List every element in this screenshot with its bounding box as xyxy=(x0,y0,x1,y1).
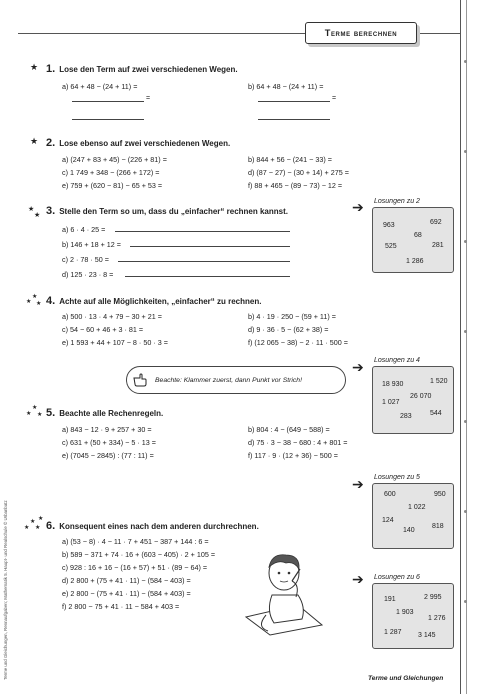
task-5-item-f: f) 117 · 9 · (12 + 36) − 500 = xyxy=(248,451,338,460)
solution-value: 2 995 xyxy=(424,594,442,601)
answer-line[interactable] xyxy=(125,276,290,277)
task-2-item-b: b) 844 + 56 − (241 − 33) = xyxy=(248,155,332,164)
solution-value: 191 xyxy=(384,596,396,603)
solution-value: 26 070 xyxy=(410,393,432,400)
task-6-item-a: a) (53 − 8) · 4 − 11 · 7 + 451 − 387 + 144 : 6 = xyxy=(62,537,209,546)
difficulty-star-icon: ★ xyxy=(37,412,43,418)
difficulty-star-icon: ★ xyxy=(24,525,30,531)
task-2-title: 2. Lose ebenso auf zwei verschiedenen Wegen. xyxy=(46,137,231,149)
pointing-hand-icon xyxy=(132,372,148,388)
solution-value: 140 xyxy=(403,527,415,534)
page-title: Terme berechnen xyxy=(305,22,417,44)
footer-text: Terme und Gleichungen xyxy=(368,675,444,682)
task-3-item-a: a) 6 · 4 · 25 = xyxy=(62,225,106,234)
arrow-right-icon: ➔ xyxy=(352,199,364,215)
answer-line[interactable] xyxy=(130,246,290,247)
margin-dot xyxy=(464,420,467,423)
task-6-item-b: b) 589 − 371 + 74 · 16 + (603 − 405) · 2 + 105 = xyxy=(62,550,216,559)
task-6-item-e: e) 2 800 − (75 + 41 · 11) − (584 + 403) = xyxy=(62,589,191,598)
arrow-right-icon: ➔ xyxy=(352,571,364,587)
solutions-label-5: Losungen zu 5 xyxy=(374,474,420,481)
task-2-item-d: d) (87 − 27) − (30 + 14) + 275 = xyxy=(248,168,349,177)
answer-line[interactable] xyxy=(258,101,330,102)
difficulty-star-icon: ★ xyxy=(32,294,38,300)
solution-value: 124 xyxy=(382,517,394,524)
thinking-boy-illustration xyxy=(236,545,328,637)
task-6-item-f: f) 2 800 − 75 + 41 · 11 − 584 + 403 = xyxy=(62,602,180,611)
solution-value: 692 xyxy=(430,219,442,226)
task-5-item-b: b) 804 : 4 − (649 − 588) = xyxy=(248,425,330,434)
difficulty-star-icon: ★ xyxy=(28,206,35,213)
solution-value: 1 027 xyxy=(382,399,400,406)
solution-value: 544 xyxy=(430,410,442,417)
equals-sign: = xyxy=(332,95,337,102)
task-2-item-c: c) 1 749 + 348 − (266 + 172) = xyxy=(62,168,160,177)
task-3-item-b: b) 146 + 18 + 12 = xyxy=(62,240,121,249)
hint-bubble xyxy=(126,366,346,394)
task-5-item-d: d) 75 · 3 − 38 − 680 : 4 + 801 = xyxy=(248,438,348,447)
solution-value: 950 xyxy=(434,491,446,498)
frame-right-line xyxy=(460,0,461,694)
solution-value: 281 xyxy=(432,242,444,249)
solution-value: 963 xyxy=(383,222,395,229)
margin-dot xyxy=(464,240,467,243)
answer-line[interactable] xyxy=(118,261,290,262)
solution-value: 1 287 xyxy=(384,629,402,636)
answer-line[interactable] xyxy=(258,119,330,120)
task-4-item-d: d) 9 · 36 · 5 − (62 + 38) = xyxy=(248,325,329,334)
task-6-title: 6. Konsequent eines nach dem anderen durchrechnen. xyxy=(46,520,259,532)
task-2-item-f: f) 88 + 465 − (89 − 73) − 12 = xyxy=(248,181,343,190)
task-3-item-d: d) 125 · 23 · 8 = xyxy=(62,270,114,279)
solution-value: 1 022 xyxy=(408,504,426,511)
answer-line[interactable] xyxy=(72,119,144,120)
task-5-item-a: a) 843 − 12 · 9 + 257 + 30 = xyxy=(62,425,152,434)
solution-value: 18 930 xyxy=(382,381,404,388)
solution-value: 1 286 xyxy=(406,258,424,265)
solution-value: 600 xyxy=(384,491,396,498)
difficulty-star-icon: ★ xyxy=(26,299,32,305)
equals-sign: = xyxy=(146,95,151,102)
task-2-item-a: a) (247 + 83 + 45) − (226 + 81) = xyxy=(62,155,167,164)
margin-dot xyxy=(464,330,467,333)
hint-text: Beachte: Klammer zuerst, dann Punkt vor Strich! xyxy=(155,376,302,384)
solutions-label-6: Losungen zu 6 xyxy=(374,574,420,581)
task-4-item-e: e) 1 593 + 44 + 107 − 8 · 50 · 3 = xyxy=(62,338,168,347)
task-2-item-e: e) 759 + (620 − 81) − 65 + 53 = xyxy=(62,181,163,190)
task-5-item-c: c) 631 + (50 + 334) − 5 · 13 = xyxy=(62,438,156,447)
task-4-item-f: f) (12 065 − 38) − 2 · 11 · 500 = xyxy=(248,338,348,347)
difficulty-star-icon: ★ xyxy=(35,525,41,531)
task-1-item-a: a) 64 + 48 − (24 + 11) = xyxy=(62,82,138,91)
solution-value: 283 xyxy=(400,413,412,420)
solutions-label-4: Losungen zu 4 xyxy=(374,357,420,364)
difficulty-star-icon: ★ xyxy=(30,136,39,146)
difficulty-star-icon: ★ xyxy=(26,411,32,417)
answer-line[interactable] xyxy=(72,101,144,102)
solution-value: 3 145 xyxy=(418,632,436,639)
difficulty-star-icon: ★ xyxy=(38,516,44,522)
margin-dot xyxy=(464,600,467,603)
answer-line[interactable] xyxy=(115,231,290,232)
task-5-title: 5. Beachte alle Rechenregeln. xyxy=(46,407,164,419)
margin-dot xyxy=(464,60,467,63)
task-3-title: 3. Stelle den Term so um, dass du „einfacher“ rechnen kannst. xyxy=(46,205,288,217)
arrow-right-icon: ➔ xyxy=(352,476,364,492)
task-4-item-b: b) 4 · 19 · 250 − (59 + 11) = xyxy=(248,312,336,321)
difficulty-star-icon: ★ xyxy=(30,62,39,72)
task-4-item-c: c) 54 − 60 + 46 + 3 · 81 = xyxy=(62,325,144,334)
solution-value: 1 520 xyxy=(430,378,448,385)
frame-right-line-inner xyxy=(466,0,467,694)
margin-dot xyxy=(464,150,467,153)
solution-value: 818 xyxy=(432,523,444,530)
margin-dot xyxy=(464,510,467,513)
task-1-item-b: b) 64 + 48 − (24 + 11) = xyxy=(248,82,324,91)
solutions-label-2: Losungen zu 2 xyxy=(374,198,420,205)
difficulty-star-icon: ★ xyxy=(36,301,42,307)
task-3-item-c: c) 2 · 78 · 50 = xyxy=(62,255,109,264)
solution-value: 1 903 xyxy=(396,609,414,616)
task-6-item-c: c) 928 : 16 + 16 − (16 + 57) + 51 · (89 − 64) = xyxy=(62,563,208,572)
side-credit: Terme und Gleichungen, Rennaufgaben; Mathematik 5. Haupt- und Realschule © Urbanbatz xyxy=(3,500,8,680)
task-4-title: 4. Achte auf alle Möglichkeiten, „einfacher“ zu rechnen. xyxy=(46,295,262,307)
task-5-item-e: e) (7045 − 2845) : (77 : 11) = xyxy=(62,451,154,460)
task-1-title: 1. Lose den Term auf zwei verschiedenen Wegen. xyxy=(46,63,238,75)
task-6-item-d: d) 2 800 + (75 + 41 · 11) − (584 − 403) = xyxy=(62,576,191,585)
solution-value: 1 276 xyxy=(428,615,446,622)
difficulty-star-icon: ★ xyxy=(32,405,38,411)
difficulty-star-icon: ★ xyxy=(30,519,36,525)
solution-value: 68 xyxy=(414,232,422,239)
solution-value: 525 xyxy=(385,243,397,250)
task-4-item-a: a) 500 · 13 · 4 + 79 − 30 + 21 = xyxy=(62,312,162,321)
difficulty-star-icon: ★ xyxy=(34,212,41,219)
arrow-right-icon: ➔ xyxy=(352,359,364,375)
